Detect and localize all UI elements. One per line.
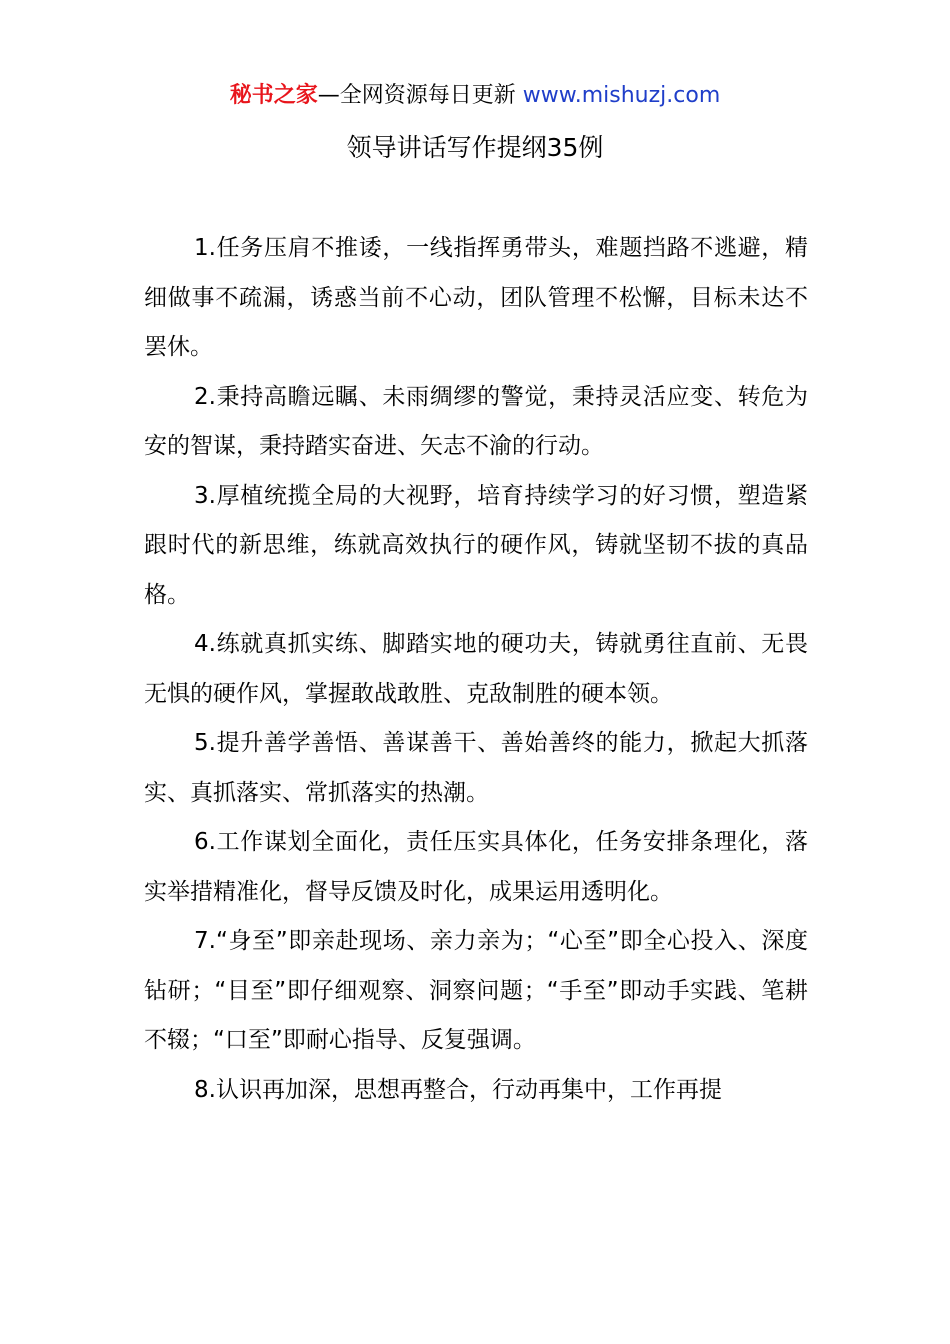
paragraph: 4.练就真抓实练、脚踏实地的硬功夫，铸就勇往直前、无畏无惧的硬作风，掌握敢战敢胜、克敌制胜的硬本领。 <box>144 631 808 707</box>
paragraph: 5.提升善学善悟、善谋善干、善始善终的能力，掀起大抓落实、真抓落实、常抓落实的热潮。 <box>144 730 808 806</box>
paragraph: 2.秉持高瞻远瞩、未雨绸缪的警觉，秉持灵活应变、转危为安的智谋，秉持踏实奋进、矢志不渝的行动。 <box>144 383 808 459</box>
site-header <box>0 80 950 112</box>
paragraph: 3.厚植统揽全局的大视野，培育持续学习的好习惯，塑造紧跟时代的新思维，练就高效执行的硬作风，铸就坚韧不拔的真品格。 <box>144 482 808 608</box>
document-title: 领导讲话写作提纲35例 <box>346 133 604 162</box>
paragraph: 6.工作谋划全面化，责任压实具体化，任务安排条理化，落实举措精准化，督导反馈及时化，成果运用透明化。 <box>144 829 808 905</box>
header-tagline: —全网资源每日更新 <box>317 83 523 108</box>
document-body <box>144 224 808 1115</box>
brand-name: 秘书之家 <box>229 83 318 108</box>
paragraph: 7.“身至”即亲赴现场、亲力亲为；“心至”即全心投入、深度钻研；“目至”即仔细观察、洞察问题；“手至”即动手实践、笔耕不辍；“口至”即耐心指导、反复强调。 <box>144 928 808 1053</box>
site-url-link[interactable]: www.mishuzj.com <box>522 83 721 108</box>
paragraph: 8.认识再加深，思想再整合，行动再集中，工作再提 <box>194 1076 722 1103</box>
paragraph: 1.任务压肩不推诿，一线指挥勇带头，难题挡路不逃避，精细做事不疏漏，诱惑当前不心动，团队管理不松懈，目标未达不罢休。 <box>144 235 808 360</box>
